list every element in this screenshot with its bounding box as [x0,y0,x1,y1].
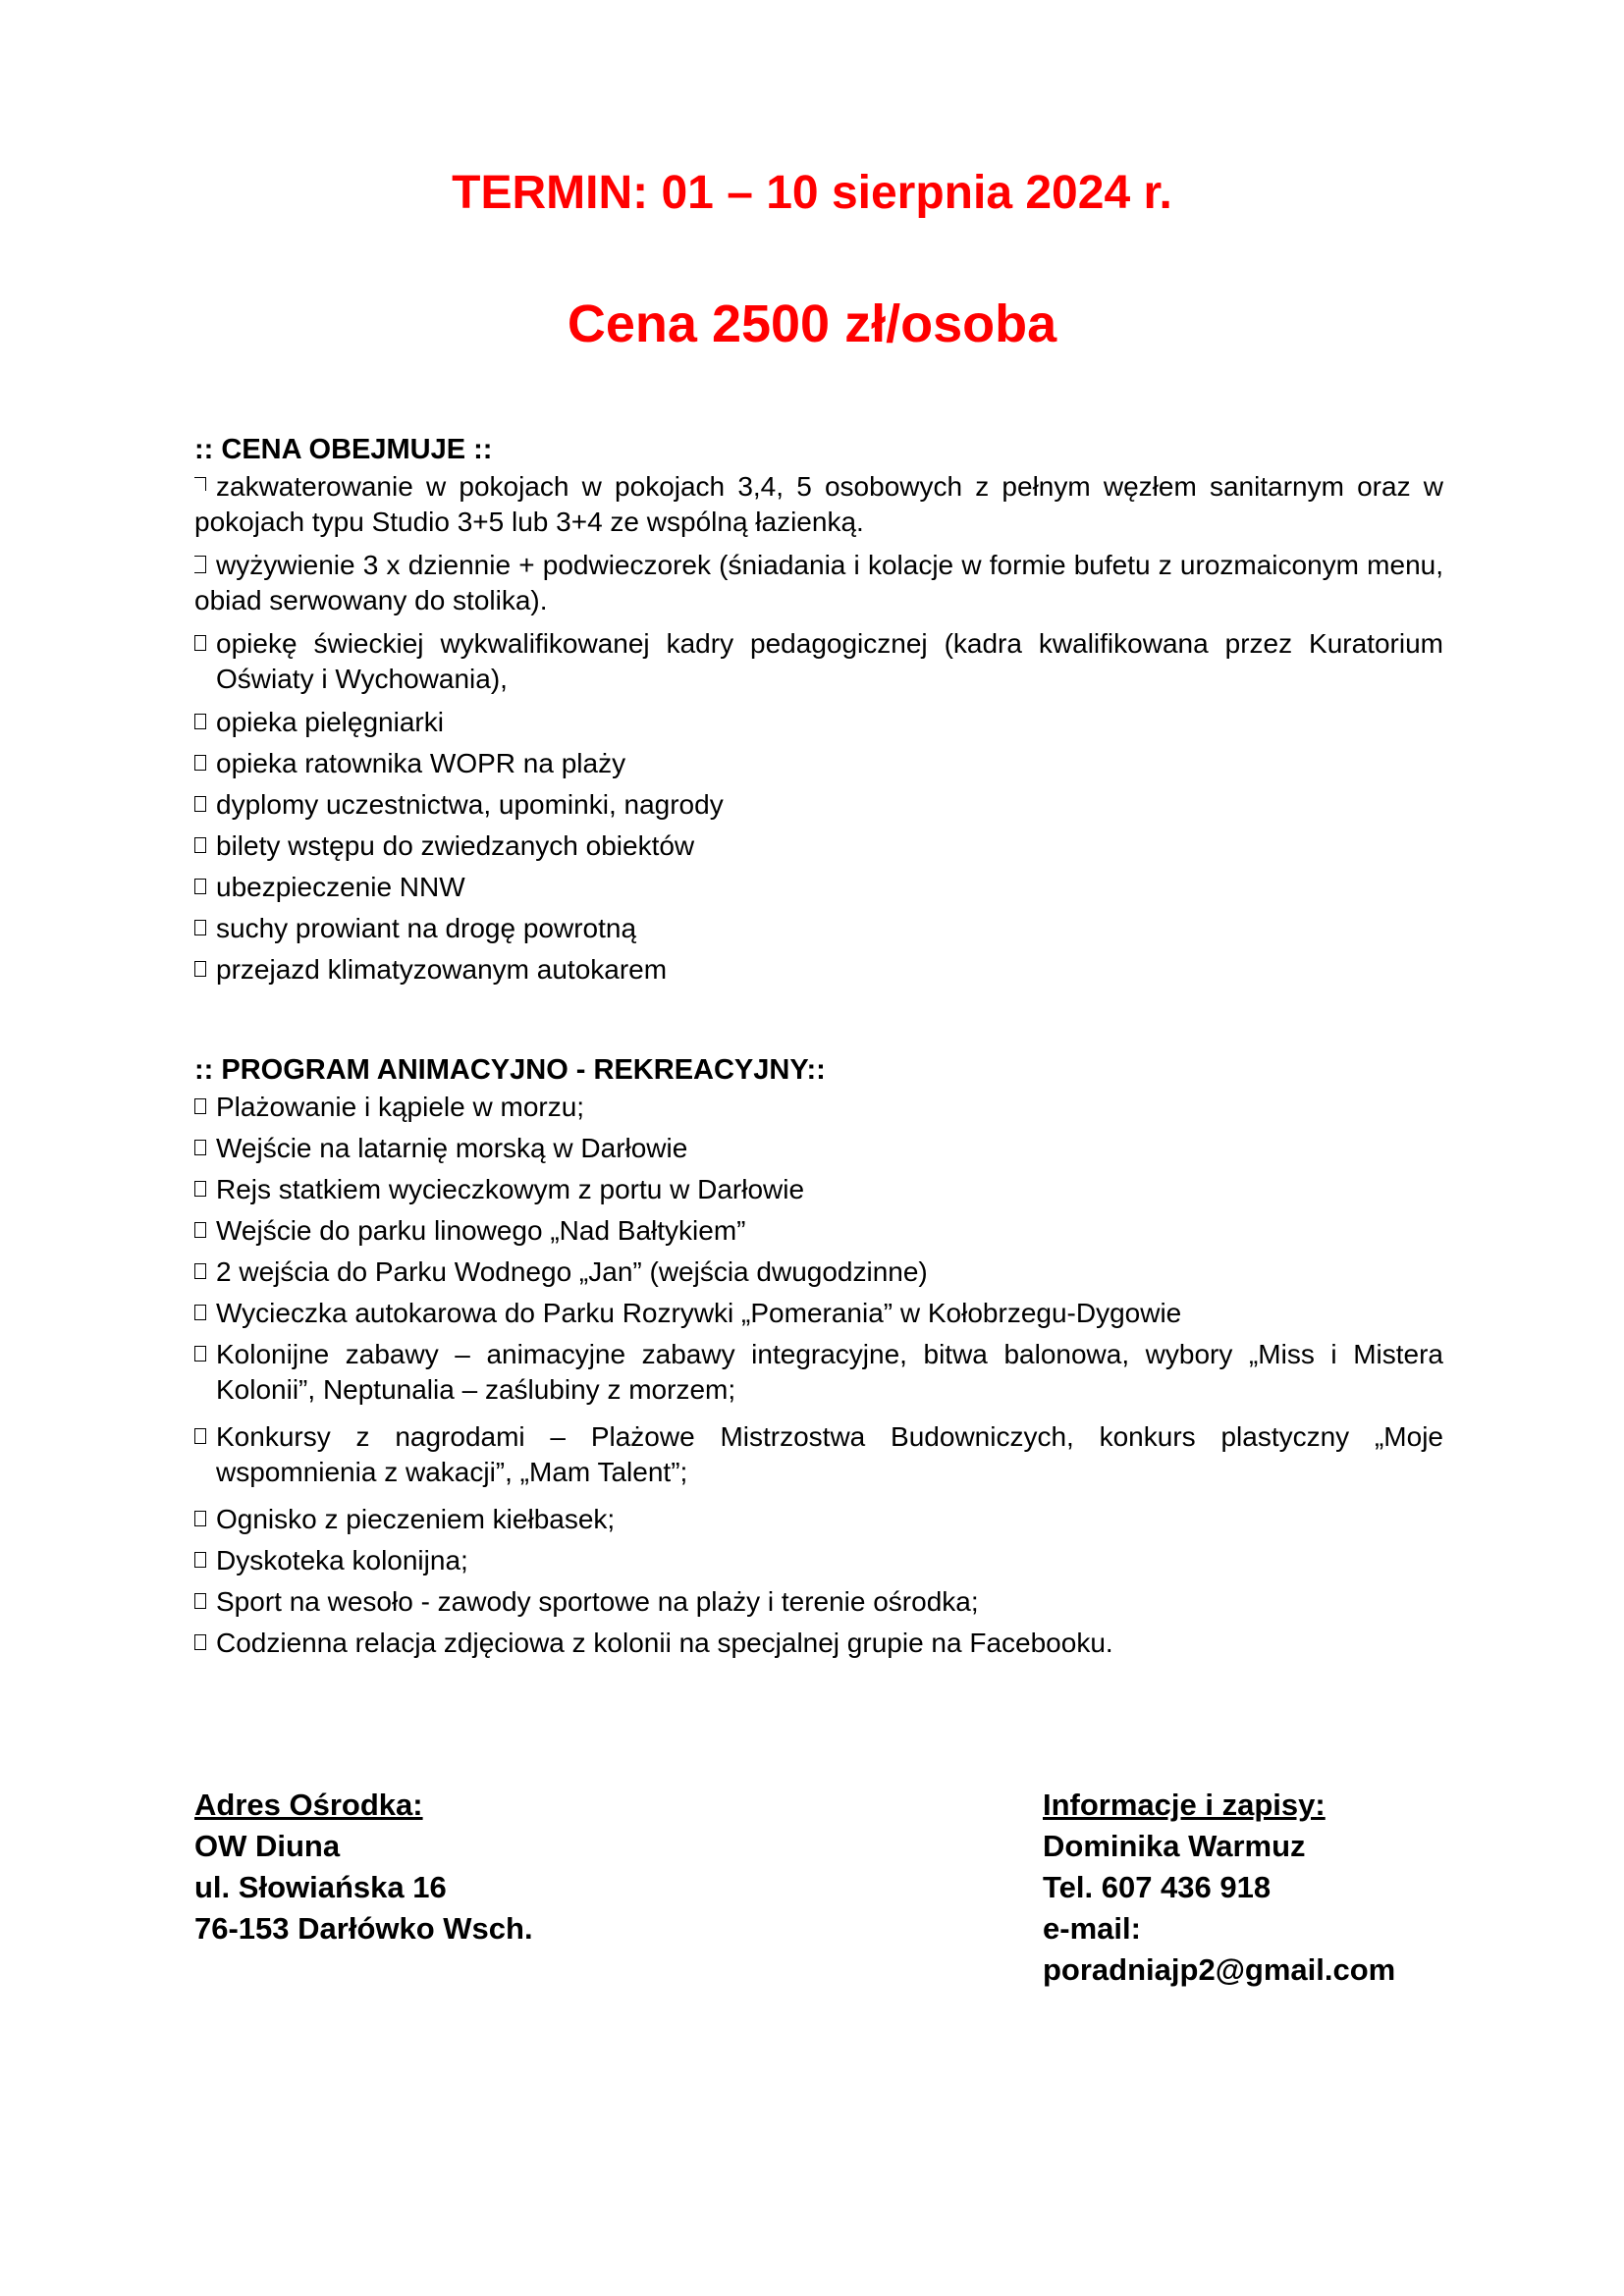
list-item [194,828,1443,864]
list-item-text: Kolonijne zabawy – animacyjne zabawy integracyjne, bitwa balonowa, wybory „Miss i Mistera Kolonii”, Neptunalia – zaślubiny z morzem; [216,1339,1443,1405]
list-item-text: Wycieczka autokarowa do Parku Rozrywki „Pomerania” w Kołobrzegu-Dygowie [216,1298,1182,1328]
address-title: Adres Ośrodka: [194,1788,423,1822]
list-item-text: Konkursy z nagrodami – Plażowe Mistrzostwa Budowniczych, konkurs plastyczny „Moje wspomnienia z wakacji”, „Mam Talent”; [216,1421,1443,1487]
checkbox-icon [194,556,206,573]
list-item-text: Wejście na latarnię morską w Darłowie [216,1133,688,1163]
program-section [194,1050,1443,1667]
list-item [194,1172,1443,1207]
list-item-text: ubezpieczenie NNW [216,872,465,902]
list-item [194,1502,1443,1537]
list-item-text: opieka ratownika WOPR na plaży [216,748,626,778]
list-item-text: bilety wstępu do zwiedzanych obiektów [216,830,695,861]
list-item [194,1131,1443,1166]
checkbox-icon [194,961,206,977]
checkbox-icon [194,920,206,935]
contact-name: Dominika Warmuz [1043,1829,1306,1863]
program-title: :: PROGRAM ANIMACYJNO - REKREACYJNY:: [194,1054,826,1086]
list-item-text: Plażowanie i kąpiele w morzu; [216,1092,585,1122]
checkbox-icon [194,796,206,812]
list-item [194,469,1443,540]
list-item-text: opieka pielęgniarki [216,707,444,737]
list-item-text: Rejs statkiem wycieczkowym z portu w Darłowie [216,1174,805,1204]
term-heading: TERMIN: 01 – 10 sierpnia 2024 r. [452,167,1172,219]
checkbox-icon [194,755,206,771]
list-item-text: zakwaterowanie w pokojach w pokojach 3,4, 5 osobowych z pełnym węzłem sanitarnym oraz w pokojach typu Studio 3+5 lub 3+4 ze wspólną łazienką. [194,471,1443,537]
list-item-text: Ognisko z pieczeniem kiełbasek; [216,1504,616,1534]
list-item-text: Dyskoteka kolonijna; [216,1545,468,1575]
checkbox-icon [194,1552,206,1568]
list-item-text: wyżywienie 3 x dziennie + podwieczorek (śniadania i kolacje w formie bufetu z urozmaiconym menu, obiad serwowany do stolika). [194,550,1443,615]
list-item [194,952,1443,988]
checkbox-icon [194,1593,206,1609]
list-item-text: Wejście do parku linowego „Nad Bałtykiem” [216,1215,746,1246]
checkbox-icon [194,879,206,894]
checkbox-icon [194,1140,206,1155]
list-item [194,1090,1443,1125]
list-item [194,705,1443,740]
address-street: ul. Słowiańska 16 [194,1870,447,1904]
list-item-text: przejazd klimatyzowanym autokarem [216,954,668,985]
list-item [194,1213,1443,1249]
contact-email-label: e-mail: [1043,1911,1141,1946]
list-item [194,870,1443,905]
checkbox-icon [194,1263,206,1279]
list-item-text: dyplomy uczestnictwa, upominki, nagrody [216,789,724,820]
list-item-text: 2 wejścia do Parku Wodnego „Jan” (wejścia dwugodzinne) [216,1256,928,1287]
contact-block [1043,1785,1395,1991]
address-name: OW Diuna [194,1829,341,1863]
list-item [194,626,1443,697]
checkbox-icon [194,1634,206,1650]
price-includes-section [194,430,1443,993]
checkbox-icon [194,1511,206,1526]
list-item-text: suchy prowiant na drogę powrotną [216,913,637,943]
price-heading: Cena 2500 zł/osoba [567,294,1057,353]
checkbox-icon [194,1222,206,1238]
list-item [194,1337,1443,1408]
list-item [194,1419,1443,1490]
list-item [194,911,1443,946]
list-item [194,548,1443,618]
list-item-text: opiekę świeckiej wykwalifikowanej kadry pedagogicznej (kadra kwalifikowana przez Kuratorium Oświaty i Wychowania), [216,628,1443,694]
list-item-text: Sport na wesoło - zawody sportowe na plaży i terenie ośrodka; [216,1586,979,1617]
checkbox-icon [194,714,206,729]
price-includes-title: :: CENA OBEJMUJE :: [194,434,493,465]
checkbox-icon [194,635,206,651]
contact-phone: Tel. 607 436 918 [1043,1870,1272,1904]
list-item [194,787,1443,823]
contact-email: poradniajp2@gmail.com [1043,1952,1396,1987]
list-item [194,1543,1443,1578]
list-item-text: Codzienna relacja zdjęciowa z kolonii na specjalnej grupie na Facebooku. [216,1628,1113,1658]
list-item [194,1255,1443,1290]
list-item [194,1296,1443,1331]
list-item [194,746,1443,781]
checkbox-icon [194,477,206,491]
address-city: 76-153 Darłówko Wsch. [194,1911,533,1946]
checkbox-icon [194,1346,206,1362]
checkbox-icon [194,1098,206,1114]
checkbox-icon [194,1428,206,1444]
list-item [194,1626,1443,1661]
list-item [194,1584,1443,1620]
contact-title: Informacje i zapisy: [1043,1788,1326,1822]
checkbox-icon [194,1181,206,1197]
checkbox-icon [194,1305,206,1320]
checkbox-icon [194,837,206,853]
address-block [194,1785,533,1949]
